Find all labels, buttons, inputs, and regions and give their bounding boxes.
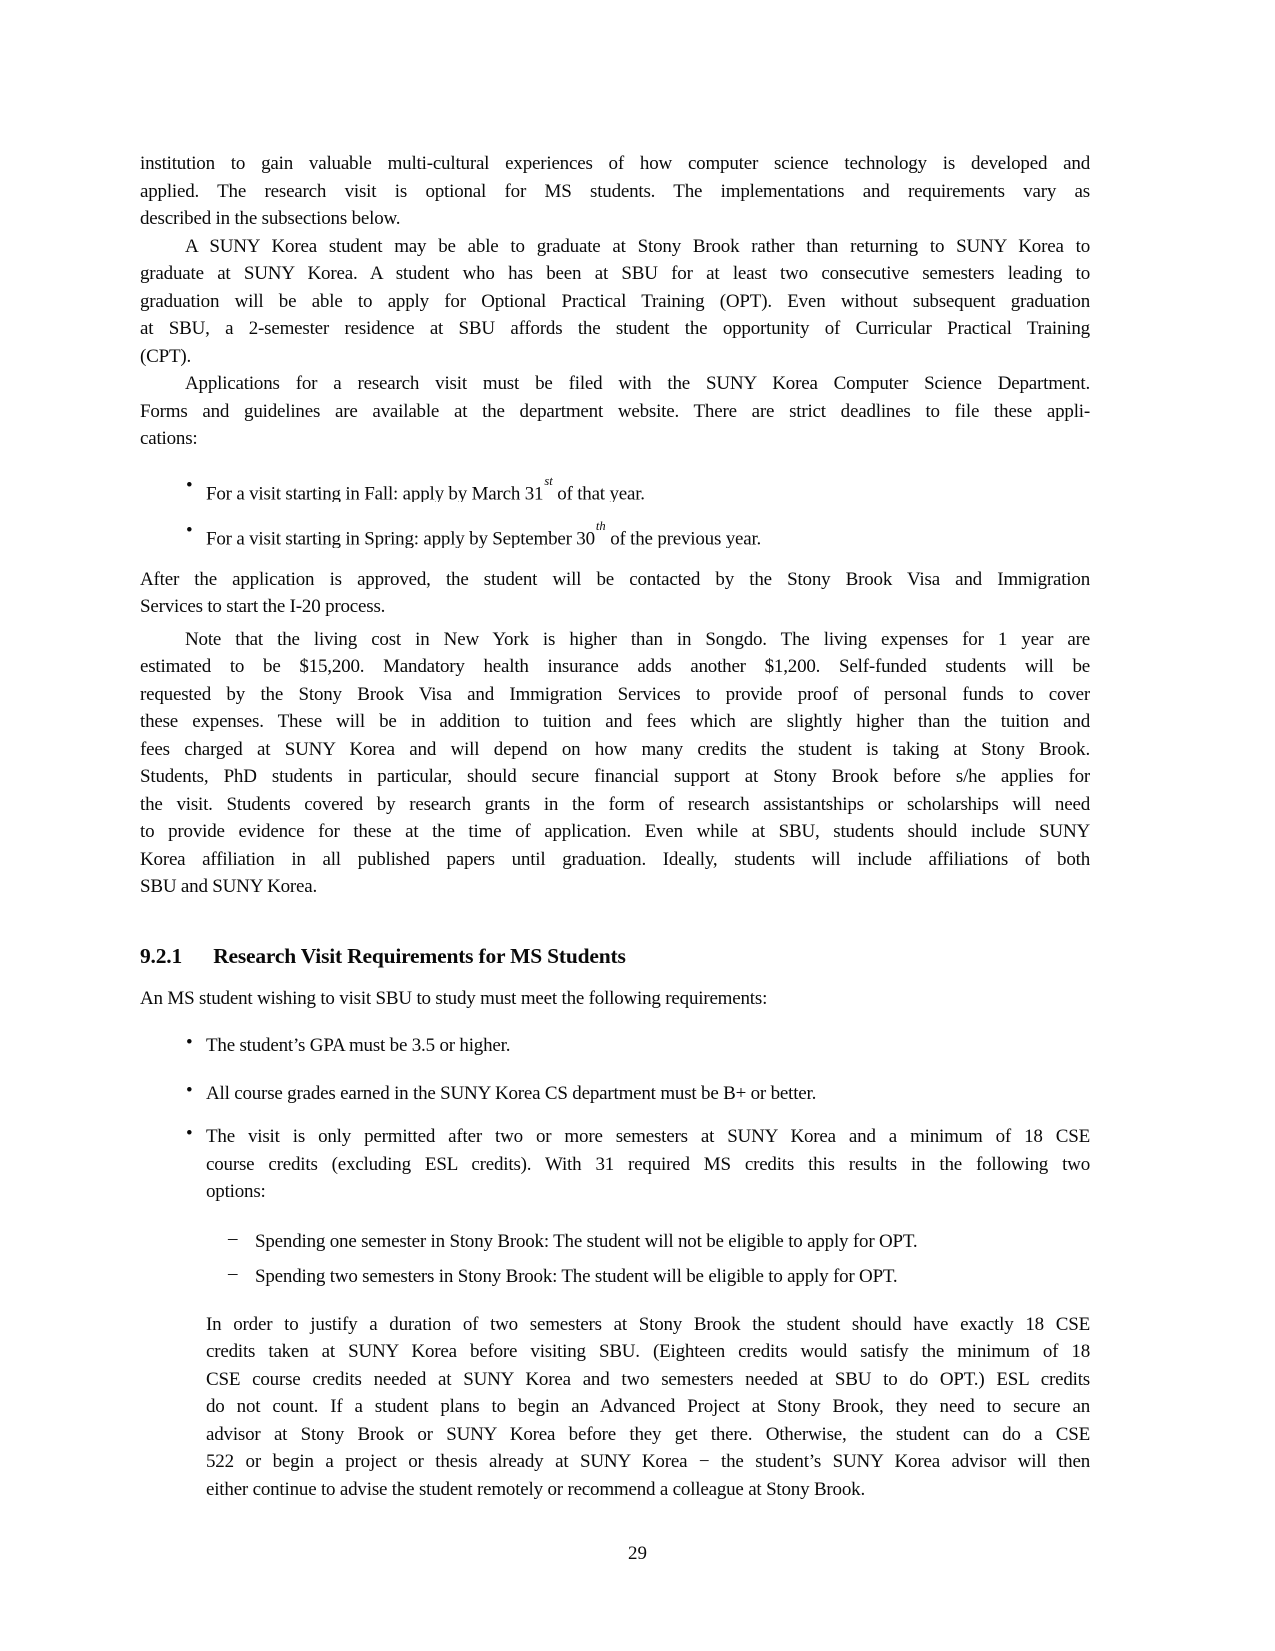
list-item-visit-permitted xyxy=(140,1123,1090,1206)
list-item-text: For a visit starting in Fall: apply by March 31 xyxy=(206,482,544,502)
bullet-icon: • xyxy=(186,1123,193,1144)
text-line: applied. The research visit is optional for MS students. The implementations and requirements vary as xyxy=(140,180,1090,202)
text-line: advisor at Stony Brook or SUNY Korea before they get there. Otherwise, the student can do a CSE xyxy=(206,1423,1090,1445)
text-line: described in the subsections below. xyxy=(140,208,401,229)
text-line: Korea affiliation in all published papers until graduation. Ideally, students will include affiliations of both xyxy=(140,848,1090,870)
list-item-fall-deadline xyxy=(140,475,1090,503)
section-title: Research Visit Requirements for MS Students xyxy=(213,943,626,968)
bullet-icon: • xyxy=(186,1032,193,1053)
text-line: these expenses. These will be in addition to tuition and fees which are slightly higher than the tuition and xyxy=(140,711,1090,732)
text-line: Forms and guidelines are available at the department website. There are strict deadlines to file these appli- xyxy=(140,400,1090,422)
text-line: graduation will be able to apply for Optional Practical Training (OPT). Even without subsequent graduation xyxy=(140,290,1090,312)
dash-icon: – xyxy=(228,1227,238,1249)
text-block xyxy=(140,150,1090,1503)
section-number: 9.2.1 xyxy=(140,943,183,968)
text-line: After the application is approved, the student will be contacted by the Stony Brook Visa and Immigration xyxy=(140,568,1090,590)
text-line: estimated to be $15,200. Mandatory health insurance adds another $1,200. Self-funded students will be xyxy=(140,656,1090,677)
list-item-text: For a visit starting in Spring: apply by September 30 xyxy=(206,528,595,548)
text-line: Spending one semester in Stony Brook: The student will not be eligible to apply for OPT. xyxy=(255,1230,918,1252)
text-line: either continue to advise the student remotely or recommend a colleague at Stony Brook. xyxy=(206,1478,866,1500)
sublist-item-two-semesters xyxy=(140,1263,1090,1291)
paragraph-ms-requirements-intro xyxy=(140,985,1090,1013)
ordinal-superscript: st xyxy=(544,474,553,488)
text-line: fees charged at SUNY Korea and will depend on how many credits the student is taking at Stony Brook. xyxy=(140,738,1090,760)
text-line: CSE course credits needed at SUNY Korea and two semesters needed at SBU to do OPT.) ESL credits xyxy=(206,1368,1090,1390)
text-line: (CPT). xyxy=(140,345,192,367)
page-number: 29 xyxy=(628,1543,647,1564)
text-line: 522 or begin a project or thesis already at SUNY Korea − the student’s SUNY Korea advisor will then xyxy=(206,1451,1090,1472)
dash-icon: – xyxy=(228,1263,238,1284)
text-line: options: xyxy=(206,1181,266,1202)
paragraph-living-cost xyxy=(140,626,1090,901)
text-line: The student’s GPA must be 3.5 or higher. xyxy=(206,1035,511,1056)
list-item-grades xyxy=(140,1080,1090,1108)
text-line: at SBU, a 2-semester residence at SBU affords the student the opportunity of Curricular Practical Training xyxy=(140,318,1090,339)
text-line: The visit is only permitted after two or more semesters at SUNY Korea and a minimum of 18 CSE xyxy=(206,1126,1090,1147)
text-line: requested by the Stony Brook Visa and Immigration Services to provide proof of personal funds to cover xyxy=(140,683,1090,705)
text-line: A SUNY Korea student may be able to graduate at Stony Brook rather than returning to SUNY Korea to xyxy=(185,235,1090,257)
text-line: Services to start the I-20 process. xyxy=(140,596,386,617)
text-line: the visit. Students covered by research grants in the form of research assistantships or scholarships will need xyxy=(140,793,1090,815)
bullet-icon: • xyxy=(186,520,193,541)
text-line: Applications for a research visit must be filed with the SUNY Korea Computer Science Department. xyxy=(185,373,1090,394)
paragraph-justify-duration xyxy=(140,1311,1090,1504)
text-line: graduate at SUNY Korea. A student who has been at SBU for at least two consecutive semesters leading to xyxy=(140,263,1090,284)
text-line: cations: xyxy=(140,428,198,449)
paragraph-applications xyxy=(140,370,1090,453)
sublist-item-one-semester xyxy=(140,1228,1090,1256)
text-line xyxy=(206,520,1090,548)
section-heading xyxy=(140,941,1090,971)
paragraph-after-approval xyxy=(140,566,1090,621)
text-line: In order to justify a duration of two semesters at Stony Brook the student should have exactly 18 CSE xyxy=(206,1313,1090,1335)
paragraph-intro xyxy=(140,150,1090,233)
list-item-gpa xyxy=(140,1032,1090,1060)
list-item-spring-deadline xyxy=(140,520,1090,548)
text-line: Spending two semesters in Stony Brook: The student will be eligible to apply for OPT. xyxy=(255,1266,898,1287)
bullet-icon: • xyxy=(186,1079,193,1101)
list-item-text: of that year. xyxy=(552,482,645,502)
paragraph-graduate-at-sbu xyxy=(140,233,1090,371)
text-line: do not count. If a student plans to begin an Advanced Project at Stony Brook, they need to secure an xyxy=(206,1396,1090,1417)
bullet-icon: • xyxy=(186,474,193,496)
text-line: Students, PhD students in particular, should secure financial support at Stony Brook before s/he applies for xyxy=(140,766,1090,787)
text-line: An MS student wishing to visit SBU to study must meet the following requirements: xyxy=(140,987,768,1009)
text-line: credits taken at SUNY Korea before visiting SBU. (Eighteen credits would satisfy the minimum of 18 xyxy=(206,1341,1090,1362)
text-line: All course grades earned in the SUNY Korea CS department must be B+ or better. xyxy=(206,1082,817,1104)
text-line: SBU and SUNY Korea. xyxy=(140,876,318,897)
ordinal-superscript: th xyxy=(595,520,606,533)
text-line: course credits (excluding ESL credits). With 31 required MS credits this results in the following two xyxy=(206,1153,1090,1175)
text-line xyxy=(206,475,1090,503)
text-line: institution to gain valuable multi-cultural experiences of how computer science technology is developed and xyxy=(140,153,1090,174)
list-item-text: of the previous year. xyxy=(605,528,762,548)
text-line: to provide evidence for these at the time of application. Even while at SBU, students should include SUNY xyxy=(140,821,1090,842)
text-line: Note that the living cost in New York is higher than in Songdo. The living expenses for 1 year are xyxy=(185,628,1090,650)
